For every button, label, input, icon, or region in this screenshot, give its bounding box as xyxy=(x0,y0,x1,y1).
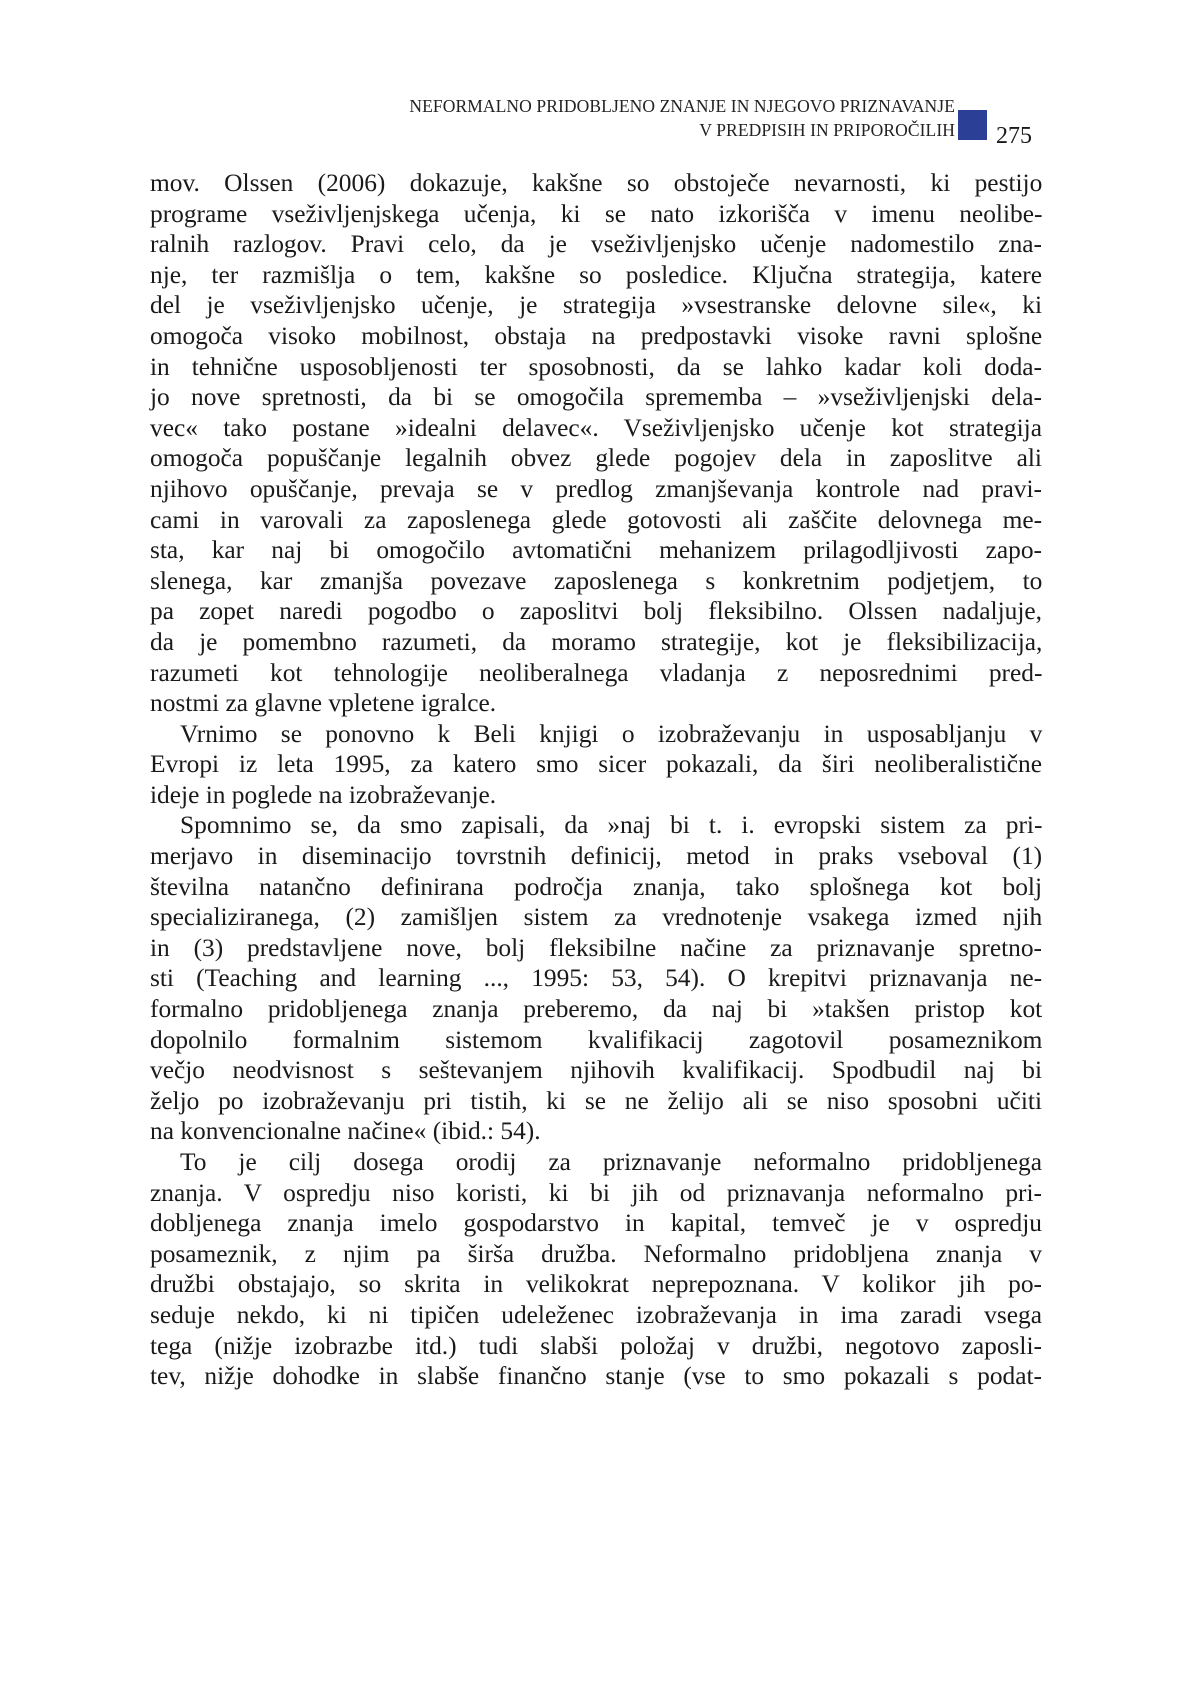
text-line: formalno pridobljenega znanja preberemo, da naj bi »takšen pristop kot xyxy=(150,995,1043,1024)
paragraph xyxy=(150,810,1042,1147)
text-line: merjavo in diseminacijo tovrstnih definicij, metod in praks vseboval (1) xyxy=(150,842,1043,871)
text-line: omogoča popuščanje legalnih obvez glede pogojev dela in zaposlitve ali xyxy=(150,444,1042,473)
text-line: sti (Teaching and learning ..., 1995: 53, 54). O krepitvi priznavanja ne- xyxy=(150,964,1043,993)
text-line: dopolnilo formalnim sistemom kvalifikacij zagotovil posameznikom xyxy=(150,1025,1043,1054)
running-title-line-2: V PREDPISIH IN PRIPOROČILIH xyxy=(699,120,955,140)
text-line: večjo neodvisnost s seštevanjem njihovih kvalifikacij. Spodbudil naj bi xyxy=(150,1056,1042,1085)
body-text xyxy=(150,168,1042,1392)
text-line: Vrnimo se ponovno k Beli knjigi o izobraževanju in usposabljanju v xyxy=(180,719,1043,748)
text-line: željo po izobraževanju pri tistih, ki se ne želijo ali se niso sposobni učiti xyxy=(150,1086,1042,1115)
text-line: in tehnične usposobljenosti ter sposobnosti, da se lahko kadar koli doda- xyxy=(150,352,1042,381)
text-line: tega (nižje izobrazbe itd.) tudi slabši položaj v družbi, negotovo zaposli- xyxy=(150,1331,1042,1360)
text-line: razumeti kot tehnologije neoliberalnega vladanja z neposrednimi pred- xyxy=(150,658,1043,687)
paragraph xyxy=(150,168,1042,719)
text-line: na konvencionalne načine« (ibid.: 54). xyxy=(150,1117,541,1146)
text-line: programe vseživljenjskega učenja, ki se nato izkorišča v imenu neolibe- xyxy=(150,199,1043,228)
text-line: mov. Olssen (2006) dokazuje, kakšne so obstoječe nevarnosti, ki pestijo xyxy=(150,169,1043,197)
text-line: da je pomembno razumeti, da moramo strategije, kot je fleksibilizacija, xyxy=(150,627,1043,656)
text-line: tev, nižje dohodke in slabše finančno stanje (vse to smo pokazali s podat- xyxy=(150,1362,1042,1391)
text-line: jo nove spretnosti, da bi se omogočila sprememba – »vseživljenjski dela- xyxy=(150,383,1042,412)
running-title-line-1: NEFORMALNO PRIDOBLJENO ZNANJE IN NJEGOVO PRIZNAVANJE xyxy=(409,96,955,116)
text-line: To je cilj dosega orodij za priznavanje neformalno pridobljenega xyxy=(180,1148,1042,1176)
text-line: pa zopet naredi pogodbo o zaposlitvi bolj fleksibilno. Olssen nadaljuje, xyxy=(150,597,1042,626)
running-head xyxy=(409,94,955,142)
text-line: omogoča visoko mobilnost, obstaja na predpostavki visoke ravni splošne xyxy=(150,321,1043,350)
paragraph xyxy=(150,1147,1042,1392)
text-line: ideje in poglede na izobraževanje. xyxy=(150,780,497,809)
page-number: 275 xyxy=(996,123,1032,149)
header-accent-square xyxy=(958,110,987,140)
text-line: sta, kar naj bi omogočilo avtomatični mehanizem prilagodljivosti zapo- xyxy=(150,536,1042,565)
text-line: številna natančno definirana področja znanja, tako splošnega kot bolj xyxy=(150,872,1042,901)
text-line: specializiranega, (2) zamišljen sistem za vrednotenje vsakega izmed njih xyxy=(150,903,1043,932)
text-line: nje, ter razmišlja o tem, kakšne so posledice. Ključna strategija, katere xyxy=(150,260,1042,289)
text-line: seduje nekdo, ki ni tipičen udeleženec izobraževanja in ima zaradi vsega xyxy=(150,1300,1042,1329)
text-line: vec« tako postane »idealni delavec«. Vseživljenjsko učenje kot strategija xyxy=(150,413,1042,442)
text-line: znanja. V ospredju niso koristi, ki bi jih od priznavanja neformalno pri- xyxy=(150,1178,1042,1207)
text-line: posameznik, z njim pa širša družba. Neformalno pridobljena znanja v xyxy=(150,1239,1042,1268)
text-line: cami in varovali za zaposlenega glede gotovosti ali zaščite delovnega me- xyxy=(150,505,1043,534)
text-line: ralnih razlogov. Pravi celo, da je vseživljenjsko učenje nadomestilo zna- xyxy=(150,230,1042,259)
text-line: družbi obstajajo, so skrita in velikokrat neprepoznana. V kolikor jih po- xyxy=(150,1270,1042,1299)
text-line: Evropi iz leta 1995, za katero smo sicer pokazali, da širi neoliberalistične xyxy=(150,750,1042,779)
text-line: njihovo opuščanje, prevaja se v predlog zmanjševanja kontrole nad pravi- xyxy=(150,474,1042,503)
text-line: del je vseživljenjsko učenje, je strategija »vsestranske delovne sile«, ki xyxy=(150,291,1042,320)
text-line: nostmi za glavne vpletene igralce. xyxy=(150,689,497,718)
text-line: in (3) predstavljene nove, bolj fleksibilne načine za priznavanje spretno- xyxy=(150,933,1042,962)
text-line: dobljenega znanja imelo gospodarstvo in kapital, temveč je v ospredju xyxy=(150,1209,1042,1238)
text-line: Spomnimo se, da smo zapisali, da »naj bi t. i. evropski sistem za pri- xyxy=(180,811,1043,840)
paragraph xyxy=(150,719,1042,811)
text-line: slenega, kar zmanjša povezave zaposlenega s konkretnim podjetjem, to xyxy=(150,566,1043,595)
